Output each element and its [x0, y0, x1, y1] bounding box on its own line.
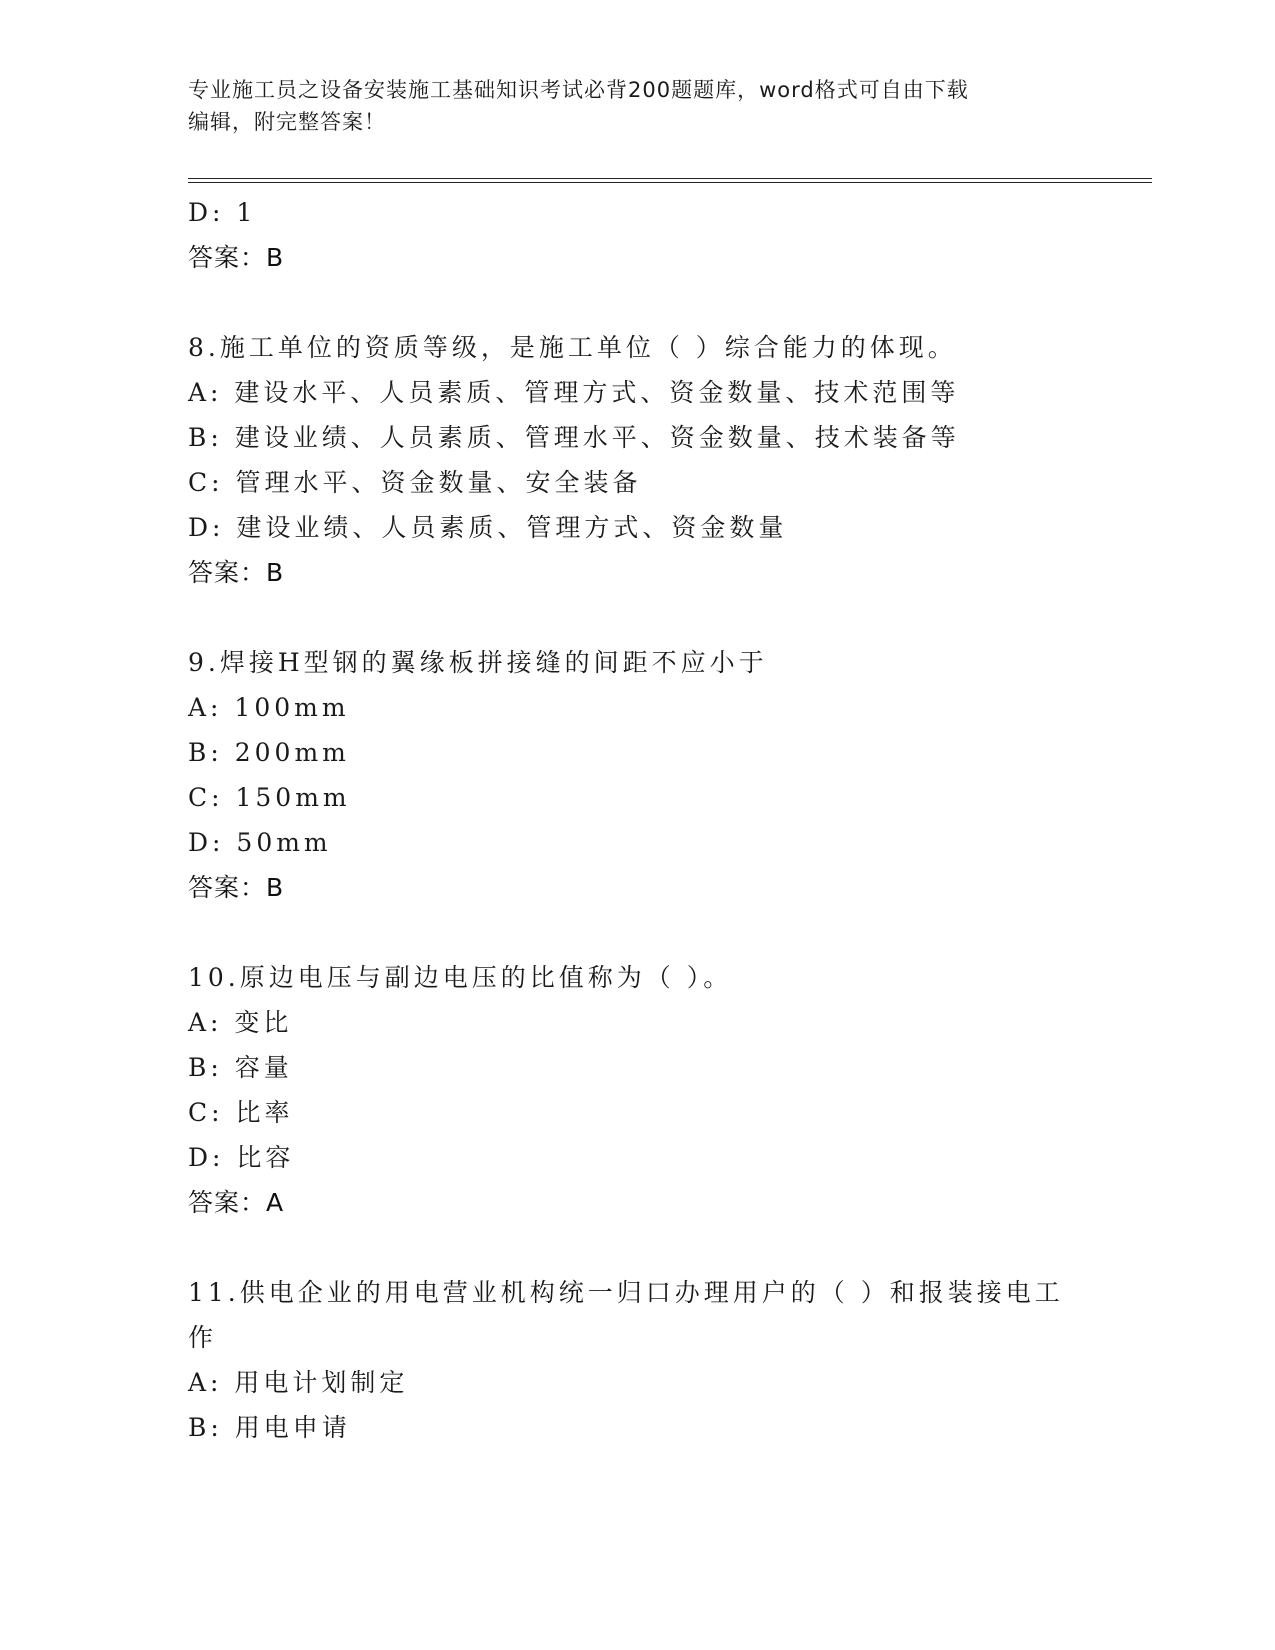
option-d: D: 50mm [188, 828, 332, 857]
question-block-10 [188, 955, 1088, 1225]
question-text: 10.原边电压与副边电压的比值称为（ ）。 [188, 963, 733, 992]
question-text-line2: 作 [188, 1323, 218, 1352]
option-c: C: 比率 [188, 1098, 294, 1127]
header-divider-top [188, 178, 1152, 179]
option-d: D: 建设业绩、人员素质、管理方式、资金数量 [188, 513, 788, 542]
spacer [188, 1225, 1088, 1270]
spacer [188, 595, 1088, 640]
option-c: C: 管理水平、资金数量、安全装备 [188, 468, 642, 497]
answer-line: 答案：B [188, 558, 285, 587]
option-b: B: 200mm [188, 738, 350, 767]
header-title-line1: 专业施工员之设备安装施工基础知识考试必背200题题库，word格式可自由下载 [188, 78, 969, 102]
answer-line: 答案：A [188, 1188, 285, 1217]
option-c: C: 150mm [188, 783, 351, 812]
question-text: 8.施工单位的资质等级，是施工单位（ ）综合能力的体现。 [188, 333, 957, 362]
option-d: D: 比容 [188, 1143, 295, 1172]
option-b: B: 建设业绩、人员素质、管理水平、资金数量、技术装备等 [188, 423, 960, 452]
option-a: A: 变比 [188, 1008, 293, 1037]
answer-line: 答案：B [188, 873, 285, 902]
question-list [188, 190, 1088, 1450]
answer-line: 答案：B [188, 243, 285, 272]
option-a: A: 100mm [188, 693, 350, 722]
question-block-previous [188, 190, 1088, 280]
document-header [188, 74, 1088, 138]
option-a: A: 建设水平、人员素质、管理方式、资金数量、技术范围等 [188, 378, 960, 407]
question-block-9 [188, 640, 1088, 910]
question-text-line1: 11.供电企业的用电营业机构统一归口办理用户的（ ）和报装接电工 [188, 1278, 1064, 1307]
option-b: B: 用电申请 [188, 1413, 351, 1442]
spacer [188, 280, 1088, 325]
question-text: 9.焊接H型钢的翼缘板拼接缝的间距不应小于 [188, 648, 768, 677]
question-block-8 [188, 325, 1088, 595]
header-title-line2: 编辑，附完整答案！ [188, 110, 386, 134]
option-a: A: 用电计划制定 [188, 1368, 409, 1397]
option-d: D: 1 [188, 198, 257, 227]
spacer [188, 910, 1088, 955]
question-block-11 [188, 1270, 1088, 1450]
header-divider-bottom [188, 182, 1152, 183]
option-b: B: 容量 [188, 1053, 293, 1082]
